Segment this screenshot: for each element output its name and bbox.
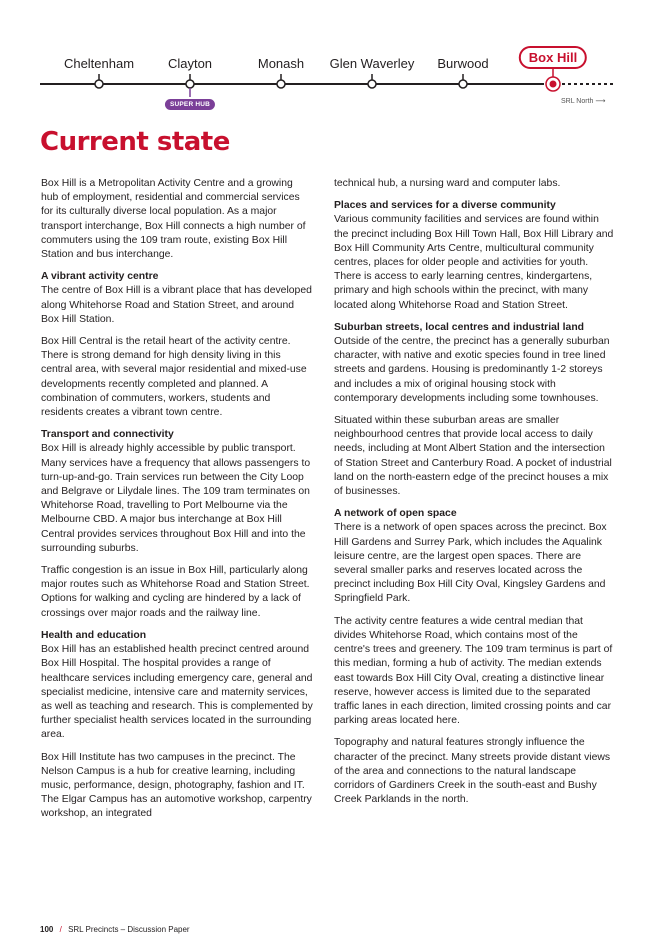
body-paragraph: Box Hill is already highly accessible by public transport. Many services have a frequency that allows passengers to turn-up-and-go. Train services run between the City Loop and Belgrave or Lilydale lines. The 109 tram terminates on Whitehorse Road, travelling to Port Melbourne via the Melbourne CBD. A major bus interchange at Box Hill Central provides services throughout Box Hill and into the surrounding suburbs. (41, 443, 311, 554)
station-label-box-hill: Box Hill (519, 46, 587, 69)
direction-label-text: SRL North (561, 98, 594, 105)
page-footer (40, 925, 190, 934)
direction-label (561, 97, 605, 105)
page-number: 100 (40, 925, 54, 934)
right-column (334, 177, 614, 815)
station-marker-box-hill-inner (550, 81, 557, 88)
footer-title: SRL Precincts – Discussion Paper (68, 925, 190, 934)
station-marker-glen-waverley (368, 80, 376, 88)
body-paragraph: Box Hill Institute has two campuses in the precinct. The Nelson Campus is a hub for creative learning, including music, performance, design, photography, fashion and IT. The Elgar Campus has an automotive workshop, carpentry workshop, an integrated (41, 751, 312, 820)
body-paragraph: There is a network of open spaces across the precinct. Box Hill Gardens and Surrey Park, which includes the Aqualink leisure centre, are the largest open spaces. There are several smaller parks and reserves located across the precinct including Box Hill City Oval, Kingsley Gardens and Springfield Park. (334, 522, 607, 605)
station-label-cheltenham: Cheltenham (63, 56, 135, 71)
station-label-burwood: Burwood (437, 56, 489, 71)
arrow-right-icon: ⟶ (595, 98, 606, 105)
body-paragraph: Box Hill is a Metropolitan Activity Centre and a growing hub of employment, residential and commercial services for its culturally diverse local population. As a major transport interchange, Box Hill connects a high number of commuters using the 109 tram route, existing Box Hill Station and bus interchange. (41, 178, 306, 261)
section-heading: A vibrant activity centre (41, 271, 159, 283)
station-marker-monash (277, 80, 285, 88)
body-paragraph: Topography and natural features strongly influence the character of the precinct. Many streets provide distant views of the area and connections to the natural landscape corridors of Gardiners Creek in the south-east and Bushy Creek Parklands in the north. (334, 737, 611, 806)
station-label-clayton: Clayton (167, 56, 213, 71)
section-heading: Transport and connectivity (41, 429, 174, 441)
body-paragraph: Outside of the centre, the precinct has a generally suburban character, with native and exotic species found in tree lined streets and gardens. Housing is predominantly 1-2 storeys and includes a mix of original housing stock with contemporary developments including some townhouses. (334, 336, 610, 404)
body-paragraph: technical hub, a nursing ward and computer labs. (334, 178, 561, 189)
left-column (41, 177, 313, 830)
body-paragraph: Box Hill has an established health precinct centred around Box Hill Hospital. The hospital provides a range of healthcare services including emergency care, general and specialist medicine, intensive care and maternity services, as well as teaching and research. This is complemented by further specialist health services located in the surrounding area. (41, 644, 313, 741)
body-paragraph: Situated within these suburban areas are smaller neighbourhood centres that provide local access to daily needs, including at Mont Albert Station and the intersection of Station Street and Canterbury Road. A pocket of industrial land on the north-eastern edge of the precinct houses a mix of businesses. (334, 415, 612, 498)
super-hub-badge: SUPER HUB (165, 99, 215, 110)
page-title: Current state (40, 127, 230, 157)
section-heading: Health and education (41, 629, 147, 641)
station-marker-clayton (186, 80, 194, 88)
station-marker-burwood (459, 80, 467, 88)
body-paragraph: The activity centre features a wide central median that divides Whitehorse Road, which contains most of the centre's trees and greenery. The 109 tram terminus is part of this median, forming a hub of activity. The median extends east towards Box Hill City Oval, creating a distinctive linear reserve, however access is limited due to the separated traffic lanes in each direction, limited crossing points and car parking areas located here. (334, 615, 613, 727)
section-heading: A network of open space (334, 508, 457, 520)
station-label-glen-waverley: Glen Waverley (329, 56, 415, 71)
body-paragraph: Traffic congestion is an issue in Box Hill, particularly along major routes such as Whitehorse Road and Station Street. Options for walking and cycling are hindered by a lack of crossings over major roads and the railway line. (41, 565, 310, 619)
body-paragraph: The centre of Box Hill is a vibrant place that has developed along Whitehorse Road and Station Street, and around Box Hill Station. (41, 285, 312, 325)
body-paragraph: Box Hill Central is the retail heart of the activity centre. There is strong demand for high density living in this central area, with several major residential and mixed-use developments recently completed and planned. A combination of commuters, workers, students and residents creates a vibrant town centre. (41, 336, 307, 419)
footer-separator: / (59, 925, 62, 934)
route-line-diagram (0, 0, 652, 120)
station-marker-cheltenham (95, 80, 103, 88)
section-heading: Places and services for a diverse community (334, 200, 556, 212)
body-paragraph: Various community facilities and services are found within the precinct including Box Hill Town Hall, Box Hill Library and Box Hill Community Arts Centre, multicultural community centres, places for older people and activities for youth. There is access to early learning centres, kindergartens, primary and high schools within the precinct, with many located along Whitehorse Road and Station Street. (334, 214, 614, 311)
station-label-monash: Monash (257, 56, 305, 71)
section-heading: Suburban streets, local centres and industrial land (334, 321, 585, 333)
